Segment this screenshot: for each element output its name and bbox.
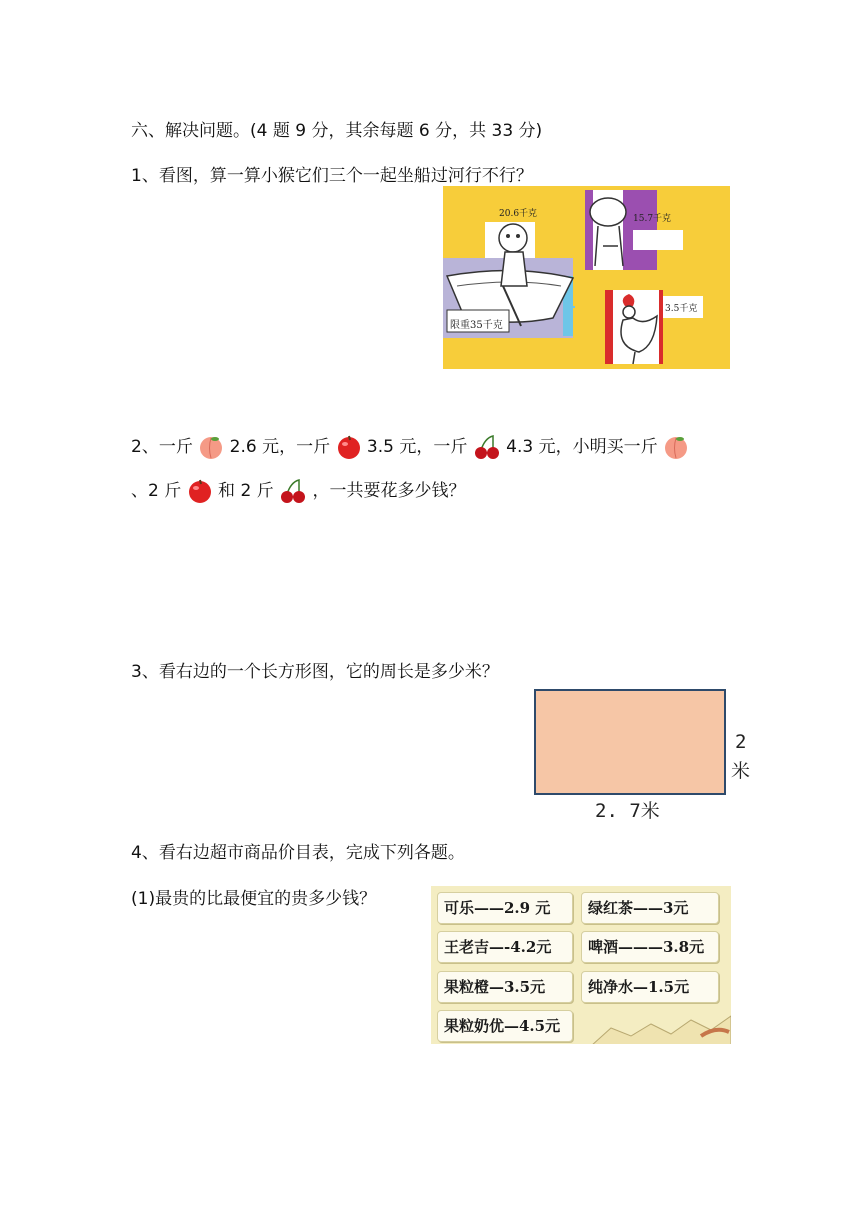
q2-text-6: 和 2 斤 [218, 481, 274, 501]
q3-question: 3、看右边的一个长方形图，它的周长是多少米？ [131, 662, 499, 682]
price-tag: 啤酒———3.8元 [581, 931, 719, 963]
q2-line-1 [131, 432, 689, 460]
dog-head [590, 198, 626, 226]
q1-question: 1、看图，算一算小猴它们三个一起坐船过河行不行？ [131, 166, 533, 186]
q2-line-2 [131, 476, 465, 504]
price-tag: 可乐——2.9 元 [437, 892, 573, 924]
q4-sub-question-1: (1)最贵的比最便宜的贵多少钱？ [131, 889, 377, 909]
rooster-weight: 3.5千克 [665, 304, 698, 314]
q1-picture [443, 186, 730, 369]
monkey-head [499, 224, 527, 252]
rect-height-number: 2 [735, 731, 747, 753]
rooster-head [623, 306, 635, 318]
monkey-weight: 20.6千克 [499, 209, 538, 219]
peach-icon [663, 434, 689, 460]
price-board [431, 886, 731, 1044]
q2-text-5: 、2 斤 [131, 481, 182, 501]
price-tag: 果粒奶优—4.5元 [437, 1010, 573, 1042]
board-decoration [591, 1006, 731, 1044]
boat-limit: 限重35千克 [450, 320, 503, 331]
price-tag: 果粒橙—3.5元 [437, 971, 573, 1003]
price-tag: 纯净水—1.5元 [581, 971, 719, 1003]
q2-text-1: 2、一斤 [131, 437, 193, 457]
q4-question: 4、看右边超市商品价目表，完成下列各题。 [131, 843, 465, 863]
q2-text-4: 4.3 元，小明买一斤 [506, 437, 658, 457]
q2-text-7: ，一共要花多少钱？ [312, 481, 466, 501]
dog-weight: 15.7千克 [633, 214, 672, 224]
price-tag: 王老吉—-4.2元 [437, 931, 573, 963]
section-title: 六、解决问题。(4 题 9 分，其余每题 6 分，共 33 分) [131, 121, 543, 141]
cherry-icon [473, 434, 501, 460]
apple-icon [187, 478, 213, 504]
peach-icon [198, 434, 224, 460]
rect-height-unit: 米 [731, 760, 751, 782]
cherry-icon [279, 478, 307, 504]
q2-text-3: 3.5 元，一斤 [366, 437, 468, 457]
rect-width-label: 2. 7米 [595, 800, 660, 822]
price-tag: 绿红茶——3元 [581, 892, 719, 924]
apple-icon [336, 434, 362, 460]
rectangle-figure [534, 689, 726, 795]
q2-text-2: 2.6 元，一斤 [229, 437, 331, 457]
